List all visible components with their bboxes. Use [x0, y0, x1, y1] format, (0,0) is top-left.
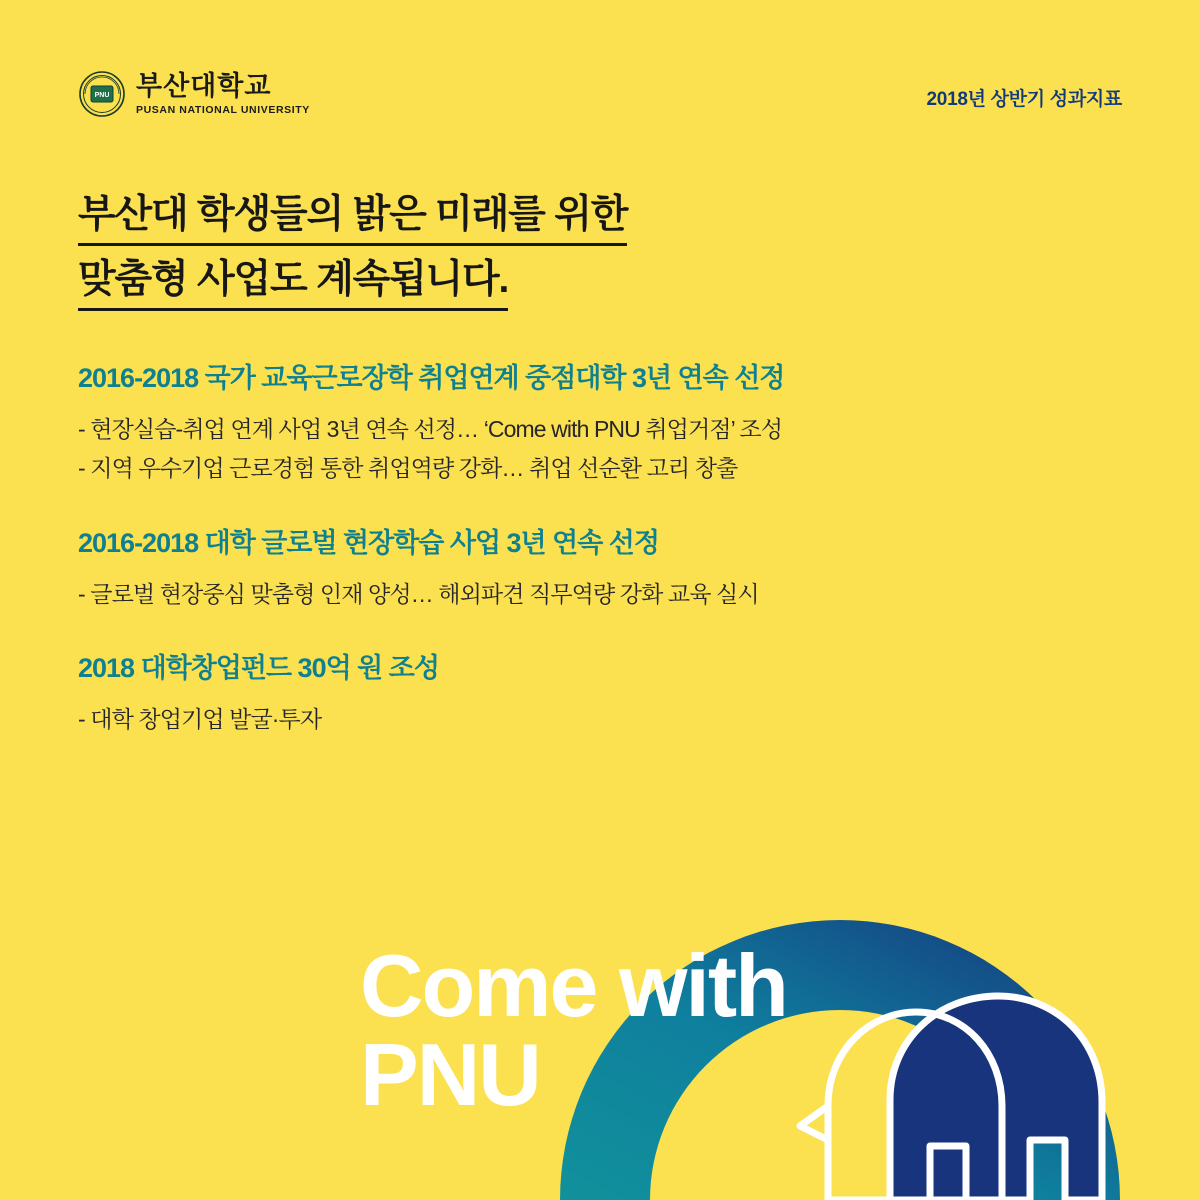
- content-sections: [78, 360, 1140, 740]
- section-bullet: - 현장실습-취업 연계 사업 3년 연속 선정… ‘Come with PNU 취업거점’ 조성: [78, 415, 783, 442]
- section-title: 2018 대학창업펀드 30억 원 조성: [78, 653, 439, 684]
- headline-line-2: 맞춤형 사업도 계속됩니다.: [78, 253, 508, 311]
- wordmark-line-1: Come with: [360, 935, 787, 1035]
- svg-text:PNU: PNU: [94, 92, 110, 99]
- section-item: [78, 525, 1140, 614]
- headline-line-1: 부산대 학생들의 밝은 미래를 위한: [78, 188, 627, 246]
- page-header: [78, 70, 1122, 130]
- brand-name-ko: 부산대학교: [136, 70, 272, 101]
- come-with-pnu-artwork: [330, 800, 1200, 1200]
- section-title: 2016-2018 대학 글로벌 현장학습 사업 3년 연속 선정: [78, 527, 659, 558]
- report-period-badge: 2018년 상반기 성과지표: [926, 89, 1122, 110]
- brand-text: [136, 70, 310, 116]
- head-nose: [800, 1106, 828, 1140]
- section-bullet: - 대학 창업기업 발굴·투자: [78, 706, 322, 733]
- section-item: [78, 650, 1140, 739]
- section-title: 2016-2018 국가 교육근로장학 취업연계 중점대학 3년 연속 선정: [78, 363, 785, 393]
- brand-name-en: PUSAN NATIONAL UNIVERSITY: [136, 103, 310, 116]
- section-bullet: - 지역 우수기업 근로경험 통한 취업역량 강화… 취업 선순환 고리 창출: [78, 455, 738, 482]
- university-crest-icon: [78, 70, 126, 118]
- wordmark-line-2: PNU: [360, 1025, 540, 1125]
- brand-lockup: [78, 70, 310, 118]
- headline: [78, 188, 1140, 318]
- section-item: [78, 360, 1140, 489]
- section-bullet: - 글로벌 현장중심 맞춤형 인재 양성… 해외파견 직무역량 강화 교육 실시: [78, 580, 759, 607]
- head-outline-back: [890, 996, 1102, 1200]
